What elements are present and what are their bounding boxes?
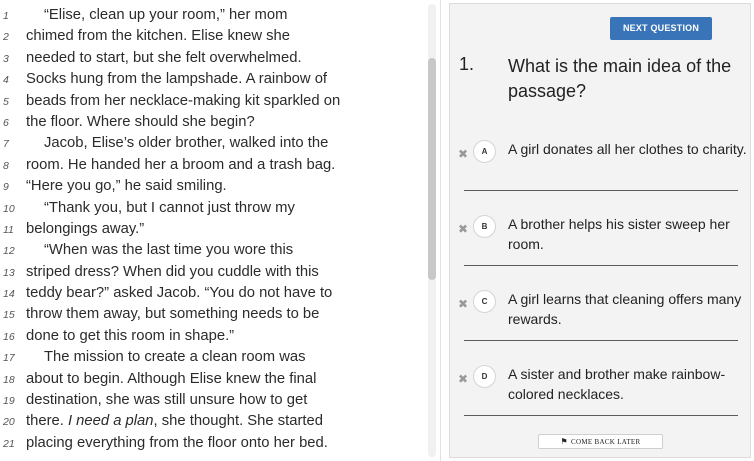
line-text: Jacob, Elise’s older brother, walked into the [44, 135, 329, 152]
come-back-later-button[interactable] [538, 434, 663, 449]
line-text: “Thank you, but I cannot just throw my [44, 199, 295, 216]
passage-line [0, 48, 430, 69]
line-number: 15 [3, 309, 15, 322]
line-number: 4 [3, 74, 9, 87]
passage-line [0, 369, 430, 390]
divider [464, 340, 738, 341]
line-number: 3 [3, 52, 9, 65]
passage-line [0, 326, 430, 347]
divider [464, 265, 738, 266]
passage-line [0, 26, 430, 47]
line-text: teddy bear?” asked Jacob. “You do not have to [26, 285, 333, 302]
line-number: 9 [3, 181, 9, 194]
line-number: 10 [3, 202, 15, 215]
passage-line [0, 133, 430, 154]
line-text: done to get this room in shape.” [26, 327, 235, 344]
passage-line [0, 5, 430, 26]
choice-letter-c[interactable]: C [473, 290, 496, 313]
line-number: 16 [3, 330, 15, 343]
line-text: belongings away.” [26, 220, 145, 237]
question-text: What is the main idea of the passage? [508, 56, 732, 101]
line-text: the floor. Where should she begin? [26, 113, 255, 130]
passage-line [0, 304, 430, 325]
passage-line [0, 155, 430, 176]
line-text: “Here you go,” he said smiling. [26, 178, 227, 195]
line-number: 12 [3, 245, 15, 258]
line-text: The mission to create a clean room was [44, 349, 306, 366]
line-number: 5 [3, 95, 9, 108]
line-text: room. He handed her a broom and a trash bag. [26, 156, 336, 173]
passage-line [0, 91, 430, 112]
line-number: 2 [3, 31, 9, 44]
line-text: “When was the last time you wore this [44, 242, 294, 259]
line-text-before: there. [26, 413, 68, 430]
line-number: 19 [3, 395, 15, 408]
line-number: 11 [3, 223, 14, 236]
close-icon[interactable]: ✖ [458, 297, 469, 311]
choice-letter-a[interactable]: A [473, 140, 496, 163]
line-number: 6 [3, 116, 9, 129]
next-question-button[interactable]: NEXT QUESTION [610, 17, 712, 40]
passage-line [0, 411, 430, 432]
passage-line [0, 198, 430, 219]
line-number: 18 [3, 373, 15, 386]
passage-text [0, 5, 430, 454]
line-text [26, 411, 323, 432]
question-number: 1. [459, 54, 475, 74]
choice-text[interactable]: A sister and brother make rainbow-colored necklaces. [508, 366, 726, 402]
line-text: “Elise, clean up your room,” her mom [44, 7, 288, 23]
line-text: beads from her necklace-making kit sparkled on [26, 92, 341, 109]
passage-line [0, 262, 430, 283]
scrollbar-thumb[interactable] [428, 58, 436, 280]
flag-icon: ⚑ [560, 437, 569, 446]
line-number: 20 [3, 416, 15, 429]
choice-text[interactable]: A brother helps his sister sweep her room. [508, 216, 730, 252]
answer-choice-d[interactable] [450, 364, 752, 439]
line-text-after: , she thought. She started [153, 413, 323, 430]
answer-choice-b[interactable] [450, 214, 752, 289]
passage-line [0, 112, 430, 133]
passage-line [0, 219, 430, 240]
choice-letter-d[interactable]: D [473, 365, 496, 388]
passage-line [0, 69, 430, 90]
close-icon[interactable]: ✖ [458, 372, 469, 386]
close-icon[interactable]: ✖ [458, 222, 469, 236]
line-text-italic: I need a plan [67, 413, 154, 430]
answer-choice-a[interactable] [450, 139, 752, 214]
passage-line [0, 176, 430, 197]
close-icon[interactable]: ✖ [458, 147, 469, 161]
choice-letter-b[interactable]: B [473, 215, 496, 238]
line-number: 7 [3, 138, 9, 151]
choice-text[interactable]: A girl learns that cleaning offers many rewards. [508, 291, 742, 327]
passage-line [0, 283, 430, 304]
line-text: needed to start, but she felt overwhelmed. [26, 49, 302, 66]
divider [464, 190, 738, 191]
line-text: about to begin. Although Elise knew the final [26, 370, 317, 387]
passage-line [0, 347, 430, 368]
line-text: Socks hung from the lampshade. A rainbow of [26, 71, 328, 88]
line-number: 14 [3, 288, 15, 301]
line-number: 1 [3, 10, 9, 22]
choice-text[interactable]: A girl donates all her clothes to charity. [508, 141, 747, 157]
passage-line [0, 240, 430, 261]
line-text: striped dress? When did you cuddle with this [26, 263, 319, 280]
line-text: destination, she was still unsure how to get [26, 392, 308, 409]
line-text: chimed from the kitchen. Elise knew she [26, 28, 290, 45]
answer-choice-c[interactable] [450, 289, 752, 364]
passage-line [0, 433, 430, 454]
line-number: 21 [3, 437, 15, 450]
question-pane [449, 3, 751, 458]
line-number: 8 [3, 159, 9, 172]
line-number: 13 [3, 266, 15, 279]
come-back-label: COME BACK LATER [571, 438, 641, 446]
passage-scrollbar[interactable] [428, 4, 436, 457]
divider [464, 415, 738, 416]
line-text: throw them away, but something needs to be [26, 306, 320, 323]
line-number: 17 [3, 352, 15, 365]
line-text: placing everything from the floor onto her bed. [26, 434, 328, 451]
passage-line [0, 390, 430, 411]
